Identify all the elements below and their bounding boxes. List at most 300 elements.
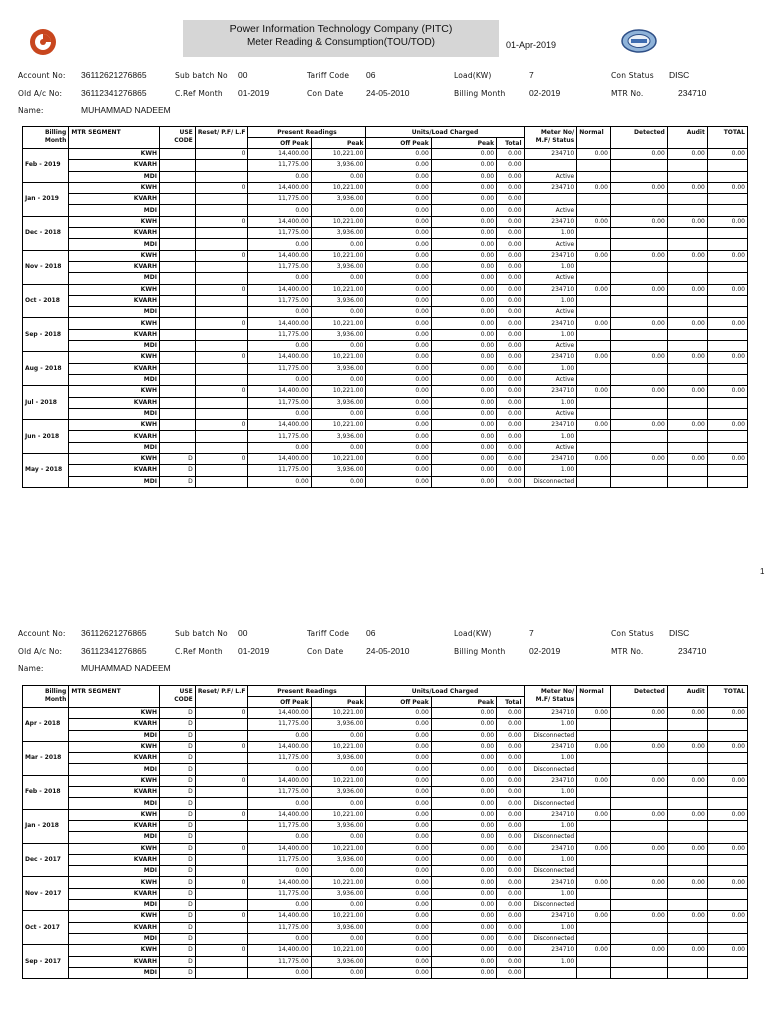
mtr-segment-cell: MDI: [69, 866, 160, 877]
off-peak-cell: 14,400.00: [248, 250, 311, 261]
total-cell: 0.00: [707, 843, 747, 854]
normal-cell: [577, 854, 611, 865]
units-total-cell: 0.00: [497, 764, 524, 775]
units-total-cell: 0.00: [497, 182, 524, 193]
off-peak-cell: 14,400.00: [248, 945, 311, 956]
audit-cell: [667, 194, 707, 205]
account-no-label: Account No:: [18, 71, 66, 80]
peak-cell: 0.00: [311, 967, 366, 978]
audit-cell: 0.00: [667, 454, 707, 465]
off-peak-cell: 14,400.00: [248, 149, 311, 160]
normal-cell: 0.00: [577, 182, 611, 193]
total-cell: [707, 764, 747, 775]
detected-cell: [610, 764, 667, 775]
units-total-cell: 0.00: [497, 318, 524, 329]
off-peak-cell: 14,400.00: [248, 216, 311, 227]
reset-cell: [195, 730, 248, 741]
units-peak-cell: 0.00: [431, 261, 496, 272]
meter-no-cell: 234710: [524, 454, 577, 465]
mtr-segment-cell: KVARH: [69, 820, 160, 831]
reset-cell: 0: [195, 741, 248, 752]
units-peak-cell: 0.00: [431, 408, 496, 419]
normal-cell: [577, 194, 611, 205]
detected-cell: 0.00: [610, 250, 667, 261]
peak-cell: 3,936.00: [311, 854, 366, 865]
peak-header: Peak: [311, 138, 366, 149]
table-row: [23, 719, 748, 730]
units-peak-cell: 0.00: [431, 933, 496, 944]
meter-no-cell: 234710: [524, 182, 577, 193]
off-peak-cell: 0.00: [248, 408, 311, 419]
billing-month-cell: Dec - 2017: [23, 843, 69, 877]
detected-cell: 0.00: [610, 318, 667, 329]
off-peak-cell: 0.00: [248, 307, 311, 318]
mtr-segment-cell: KVARH: [69, 194, 160, 205]
units-peak-cell: 0.00: [431, 719, 496, 730]
use-code-cell: [159, 273, 195, 284]
units-peak-cell: 0.00: [431, 832, 496, 843]
account-no-value: 36112621276865: [81, 628, 147, 638]
off-peak-cell: 0.00: [248, 239, 311, 250]
units-off-peak-cell: 0.00: [366, 922, 431, 933]
peak-cell: 3,936.00: [311, 363, 366, 374]
use-code-cell: D: [159, 922, 195, 933]
peak-cell: 3,936.00: [311, 956, 366, 967]
mtr-segment-cell: KWH: [69, 318, 160, 329]
meter-no-cell: 1.00: [524, 753, 577, 764]
units-peak-cell: 0.00: [431, 295, 496, 306]
off-peak-cell: 0.00: [248, 171, 311, 182]
reset-cell: [195, 341, 248, 352]
reset-cell: [195, 956, 248, 967]
normal-cell: [577, 374, 611, 385]
meter-status-cell: Disconnected: [524, 476, 577, 487]
detected-cell: [610, 228, 667, 239]
units-total-cell: 0.00: [497, 967, 524, 978]
peak-cell: 3,936.00: [311, 753, 366, 764]
units-peak-cell: 0.00: [431, 967, 496, 978]
units-off-peak-cell: 0.00: [366, 708, 431, 719]
detected-cell: 0.00: [610, 809, 667, 820]
units-total-cell: 0.00: [497, 911, 524, 922]
normal-cell: [577, 273, 611, 284]
peak-cell: 3,936.00: [311, 228, 366, 239]
total-cell: [707, 465, 747, 476]
peak-cell: 3,936.00: [311, 820, 366, 831]
table-row: [23, 374, 748, 385]
units-total-cell: 0.00: [497, 888, 524, 899]
units-total-cell: 0.00: [497, 352, 524, 363]
use-code-cell: [159, 149, 195, 160]
mtr-segment-header: MTR SEGMENT: [69, 127, 160, 149]
normal-cell: [577, 295, 611, 306]
meter-no-cell: 1.00: [524, 787, 577, 798]
detected-cell: 0.00: [610, 182, 667, 193]
units-off-peak-cell: 0.00: [366, 967, 431, 978]
units-off-peak-cell: 0.00: [366, 753, 431, 764]
peak-cell: 0.00: [311, 900, 366, 911]
peak-cell: 3,936.00: [311, 888, 366, 899]
cref-label: C.Ref Month: [175, 89, 223, 98]
units-total-cell: 0.00: [497, 386, 524, 397]
mtr-segment-cell: KVARH: [69, 465, 160, 476]
mtr-segment-cell: MDI: [69, 341, 160, 352]
reset-cell: 0: [195, 809, 248, 820]
peak-cell: 3,936.00: [311, 261, 366, 272]
units-peak-cell: 0.00: [431, 182, 496, 193]
total-cell: [707, 798, 747, 809]
audit-cell: [667, 295, 707, 306]
mtr-segment-cell: KWH: [69, 809, 160, 820]
meter-no-cell: 234710: [524, 149, 577, 160]
units-total-cell: 0.00: [497, 753, 524, 764]
mtr-segment-cell: KVARH: [69, 160, 160, 171]
table-row: [23, 171, 748, 182]
peak-cell: 3,936.00: [311, 431, 366, 442]
use-code-cell: [159, 386, 195, 397]
normal-cell: [577, 967, 611, 978]
billing-month-header: Billing Month: [23, 686, 69, 708]
total-cell: [707, 854, 747, 865]
units-total-cell: 0.00: [497, 420, 524, 431]
mtr-segment-cell: KWH: [69, 216, 160, 227]
units-peak-cell: 0.00: [431, 149, 496, 160]
con-date-value: 24-05-2010: [366, 88, 410, 98]
peak-cell: 10,221.00: [311, 386, 366, 397]
billing-month-cell: Apr - 2018: [23, 708, 69, 742]
table-row: [23, 363, 748, 374]
audit-cell: [667, 228, 707, 239]
account-no-label: Account No:: [18, 629, 66, 638]
total-cell: [707, 408, 747, 419]
total-cell: [707, 956, 747, 967]
units-peak-cell: 0.00: [431, 420, 496, 431]
units-off-peak-cell: 0.00: [366, 216, 431, 227]
meter-no-cell: 234710: [524, 216, 577, 227]
total-cell: [707, 239, 747, 250]
audit-cell: [667, 900, 707, 911]
meter-no-cell: 1.00: [524, 363, 577, 374]
units-charged-header: Units/Load Charged: [366, 127, 524, 138]
report-subtitle: Meter Reading & Consumption(TOU/TOD): [246, 37, 436, 48]
reset-cell: [195, 753, 248, 764]
billing-month-cell: Aug - 2018: [23, 352, 69, 386]
mtr-segment-cell: KWH: [69, 911, 160, 922]
units-off-peak-cell: 0.00: [366, 261, 431, 272]
billing-month-cell: Jul - 2018: [23, 386, 69, 420]
mtr-segment-cell: KVARH: [69, 753, 160, 764]
mtr-segment-cell: KWH: [69, 843, 160, 854]
units-total-cell: 0.00: [497, 216, 524, 227]
units-off-peak-cell: 0.00: [366, 719, 431, 730]
detected-cell: [610, 374, 667, 385]
total-cell: [707, 307, 747, 318]
meter-no-cell: 234710: [524, 843, 577, 854]
total-cell: [707, 160, 747, 171]
tariff-code-label: Tariff Code: [307, 629, 350, 638]
units-total-cell: 0.00: [497, 933, 524, 944]
units-total-cell: 0.00: [497, 798, 524, 809]
mtr-segment-cell: KVARH: [69, 719, 160, 730]
off-peak-cell: 0.00: [248, 273, 311, 284]
detected-cell: [610, 866, 667, 877]
use-code-cell: D: [159, 866, 195, 877]
off-peak-cell: 11,775.00: [248, 329, 311, 340]
audit-cell: 0.00: [667, 843, 707, 854]
units-peak-cell: 0.00: [431, 239, 496, 250]
peak-cell: 10,221.00: [311, 911, 366, 922]
table-row: [23, 194, 748, 205]
peak-cell: 10,221.00: [311, 454, 366, 465]
units-total-cell: 0.00: [497, 261, 524, 272]
meter-status-cell: Active: [524, 341, 577, 352]
reset-cell: [195, 374, 248, 385]
detected-cell: [610, 900, 667, 911]
reset-cell: 0: [195, 708, 248, 719]
total-cell: 0.00: [707, 775, 747, 786]
meter-no-cell: 1.00: [524, 956, 577, 967]
units-total-cell: 0.00: [497, 295, 524, 306]
units-total-cell: 0.00: [497, 408, 524, 419]
meter-status-cell: Active: [524, 408, 577, 419]
units-off-peak-cell: 0.00: [366, 900, 431, 911]
meter-no-cell: 1.00: [524, 261, 577, 272]
mtr-segment-cell: MDI: [69, 239, 160, 250]
use-code-cell: [159, 341, 195, 352]
audit-cell: [667, 798, 707, 809]
table-row: [23, 787, 748, 798]
meter-no-cell: 234710: [524, 352, 577, 363]
table-row: [23, 911, 748, 922]
units-total-cell: 0.00: [497, 956, 524, 967]
units-peak-cell: 0.00: [431, 900, 496, 911]
off-peak-cell: 0.00: [248, 933, 311, 944]
mtr-segment-cell: MDI: [69, 374, 160, 385]
load-label: Load(KW): [454, 71, 492, 80]
units-total-cell: 0.00: [497, 329, 524, 340]
normal-cell: 0.00: [577, 809, 611, 820]
units-peak-cell: 0.00: [431, 374, 496, 385]
units-peak-cell: 0.00: [431, 820, 496, 831]
units-peak-cell: 0.00: [431, 956, 496, 967]
reset-cell: 0: [195, 352, 248, 363]
reset-cell: [195, 239, 248, 250]
report-header: [0, 0, 768, 62]
table-row: [23, 775, 748, 786]
units-off-peak-cell: 0.00: [366, 888, 431, 899]
audit-cell: [667, 832, 707, 843]
units-peak-cell: 0.00: [431, 730, 496, 741]
normal-cell: 0.00: [577, 250, 611, 261]
units-off-peak-cell: 0.00: [366, 160, 431, 171]
report-date: 01-Apr-2019: [506, 40, 557, 50]
units-peak-cell: 0.00: [431, 307, 496, 318]
load-label: Load(KW): [454, 629, 492, 638]
normal-cell: 0.00: [577, 741, 611, 752]
detected-cell: [610, 261, 667, 272]
units-peak-cell: 0.00: [431, 888, 496, 899]
use-code-cell: D: [159, 945, 195, 956]
reset-cell: 0: [195, 284, 248, 295]
reset-cell: [195, 933, 248, 944]
reset-cell: [195, 171, 248, 182]
mtr-segment-cell: KWH: [69, 149, 160, 160]
units-total-cell: 0.00: [497, 922, 524, 933]
use-code-cell: D: [159, 465, 195, 476]
billing-month-cell: Sep - 2017: [23, 945, 69, 979]
audit-cell: [667, 787, 707, 798]
units-total-cell: 0.00: [497, 374, 524, 385]
table-row: [23, 442, 748, 453]
detected-cell: 0.00: [610, 708, 667, 719]
normal-cell: [577, 171, 611, 182]
peak-cell: 0.00: [311, 933, 366, 944]
reset-header: Reset/ P.F/ L.F: [195, 127, 248, 149]
audit-cell: [667, 374, 707, 385]
detected-cell: 0.00: [610, 284, 667, 295]
reset-cell: [195, 967, 248, 978]
table-row: [23, 866, 748, 877]
billing-month-cell: Nov - 2018: [23, 250, 69, 284]
total-cell: 0.00: [707, 454, 747, 465]
off-peak-cell: 11,775.00: [248, 363, 311, 374]
units-peak-cell: 0.00: [431, 194, 496, 205]
con-status-value: DISC: [669, 628, 690, 638]
table-row: [23, 160, 748, 171]
total-cell: 0.00: [707, 877, 747, 888]
sub-batch-label: Sub batch No: [175, 71, 228, 80]
total-cell: 0.00: [707, 809, 747, 820]
units-off-peak-cell: 0.00: [366, 284, 431, 295]
units-off-peak-cell: 0.00: [366, 239, 431, 250]
total-cell: [707, 194, 747, 205]
use-code-cell: D: [159, 832, 195, 843]
units-peak-cell: 0.00: [431, 284, 496, 295]
con-status-value: DISC: [669, 70, 690, 80]
detected-cell: 0.00: [610, 454, 667, 465]
off-peak-cell: 0.00: [248, 205, 311, 216]
meter-no-cell: 1.00: [524, 854, 577, 865]
mtr-segment-cell: KVARH: [69, 397, 160, 408]
meter-status-cell: Disconnected: [524, 764, 577, 775]
table-row: [23, 820, 748, 831]
meter-no-cell: 1.00: [524, 295, 577, 306]
audit-cell: [667, 820, 707, 831]
billing-month-label: Billing Month: [454, 647, 506, 656]
normal-cell: 0.00: [577, 945, 611, 956]
peak-header: Peak: [311, 697, 366, 708]
audit-cell: 0.00: [667, 284, 707, 295]
use-code-cell: [159, 374, 195, 385]
table-row: [23, 753, 748, 764]
table-row: [23, 341, 748, 352]
units-peak-cell: 0.00: [431, 945, 496, 956]
off-peak-cell: 14,400.00: [248, 741, 311, 752]
peak-cell: 10,221.00: [311, 250, 366, 261]
units-peak-cell: 0.00: [431, 397, 496, 408]
use-code-cell: [159, 171, 195, 182]
mtr-segment-header: MTR SEGMENT: [69, 686, 160, 708]
billing-month-cell: Mar - 2018: [23, 741, 69, 775]
company-logo-icon: [28, 27, 58, 57]
total-cell: 0.00: [707, 420, 747, 431]
old-ac-label: Old A/c No:: [18, 647, 63, 656]
units-off-peak-cell: 0.00: [366, 787, 431, 798]
audit-cell: 0.00: [667, 911, 707, 922]
detected-header: Detected: [610, 127, 667, 149]
audit-cell: 0.00: [667, 945, 707, 956]
table-row: [23, 261, 748, 272]
load-value: 7: [529, 70, 534, 80]
billing-month-value: 02-2019: [529, 88, 561, 98]
reset-cell: [195, 363, 248, 374]
units-peak-cell: 0.00: [431, 160, 496, 171]
total-cell: [707, 295, 747, 306]
audit-cell: [667, 888, 707, 899]
total-cell: [707, 730, 747, 741]
audit-cell: [667, 171, 707, 182]
units-total-cell: 0.00: [497, 194, 524, 205]
table-row: [23, 216, 748, 227]
total-cell: [707, 431, 747, 442]
audit-cell: 0.00: [667, 352, 707, 363]
units-off-peak-cell: 0.00: [366, 454, 431, 465]
total-cell: [707, 967, 747, 978]
total-cell: 0.00: [707, 216, 747, 227]
normal-cell: [577, 933, 611, 944]
off-peak-cell: 0.00: [248, 730, 311, 741]
meter-no-cell: 1.00: [524, 431, 577, 442]
old-ac-value: 36112341276865: [81, 646, 147, 656]
units-off-peak-cell: 0.00: [366, 945, 431, 956]
meter-no-cell: 1.00: [524, 922, 577, 933]
detected-cell: [610, 956, 667, 967]
audit-header: Audit: [667, 686, 707, 708]
use-code-cell: D: [159, 798, 195, 809]
units-peak-cell: 0.00: [431, 753, 496, 764]
total-cell: [707, 261, 747, 272]
table-row: [23, 397, 748, 408]
off-peak-cell: 0.00: [248, 374, 311, 385]
units-off-peak-cell: 0.00: [366, 832, 431, 843]
normal-cell: [577, 329, 611, 340]
table-row: [23, 933, 748, 944]
units-total-cell: 0.00: [497, 719, 524, 730]
present-readings-header: Present Readings: [248, 686, 366, 697]
total-cell: [707, 341, 747, 352]
use-code-cell: [159, 318, 195, 329]
off-peak-cell: 11,775.00: [248, 160, 311, 171]
use-code-cell: D: [159, 900, 195, 911]
table-row: [23, 730, 748, 741]
total-cell: 0.00: [707, 149, 747, 160]
normal-cell: [577, 160, 611, 171]
total-cell: [707, 363, 747, 374]
off-peak-cell: 0.00: [248, 900, 311, 911]
units-off-peak-cell: 0.00: [366, 386, 431, 397]
total-cell: [707, 820, 747, 831]
normal-cell: [577, 866, 611, 877]
reset-cell: [195, 787, 248, 798]
total-cell: [707, 900, 747, 911]
normal-cell: [577, 363, 611, 374]
peak-cell: 3,936.00: [311, 329, 366, 340]
table-row: [23, 741, 748, 752]
use-code-cell: D: [159, 854, 195, 865]
meter-no-cell: 1.00: [524, 397, 577, 408]
normal-cell: [577, 888, 611, 899]
meter-status-cell: Active: [524, 205, 577, 216]
